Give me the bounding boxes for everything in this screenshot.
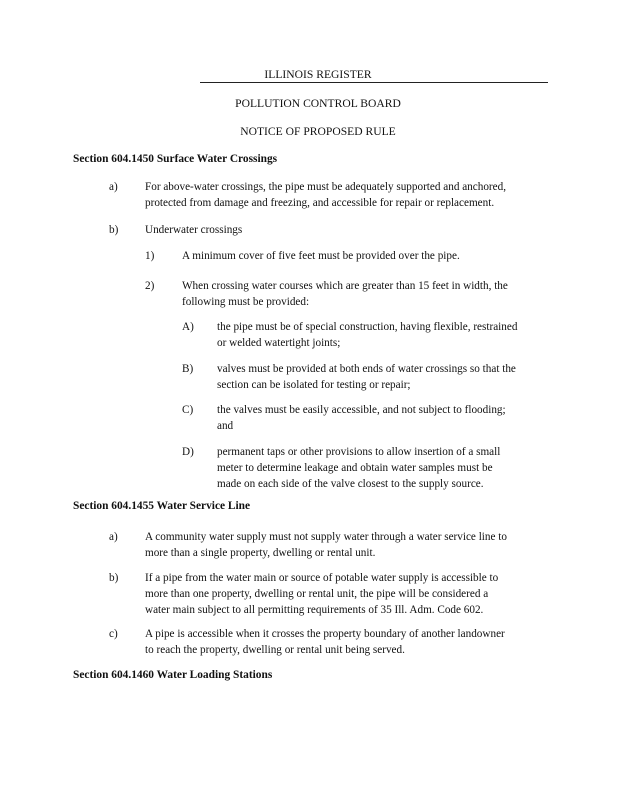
clause-label: D): [182, 446, 194, 458]
item-text: For above-water crossings, the pipe must be adequately supported and anchored, protected from damage and freezing, and accessible for repair or replacement.: [145, 181, 506, 209]
item-text: Underwater crossings: [145, 224, 243, 236]
item-text: A pipe is accessible when it crosses the property boundary of another landowner to reach the property, dwelling or rental unit being served.: [145, 628, 505, 656]
subitem-label: 1): [145, 250, 155, 262]
notice-title: NOTICE OF PROPOSED RULE: [240, 125, 396, 138]
section-heading: Section 604.1450 Surface Water Crossings: [73, 153, 278, 165]
section-heading: Section 604.1455 Water Service Line: [73, 500, 251, 512]
item-label: c): [109, 628, 118, 640]
clause-label: A): [182, 321, 194, 333]
clause-text: valves must be provided at both ends of water crossings so that the section can be isolated for testing or repair;: [217, 363, 516, 391]
clause-text: the valves must be easily accessible, and not subject to flooding; and: [217, 404, 506, 432]
item-text: If a pipe from the water main or source of potable water supply is accessible to more than one property, dwelling or rental unit, the pipe will be considered a water main subject to all permitting requirements of 35 Ill. Adm. Code 602.: [145, 572, 499, 616]
clause-label: C): [182, 404, 194, 416]
clause-text: the pipe must be of special construction, having flexible, restrained or welded watertight joints;: [217, 321, 518, 349]
subitem-text: A minimum cover of five feet must be provided over the pipe.: [182, 250, 460, 262]
register-title: ILLINOIS REGISTER: [264, 68, 372, 81]
section-heading: Section 604.1460 Water Loading Stations: [73, 669, 273, 681]
item-label: b): [109, 572, 119, 584]
header-rule: [200, 82, 548, 83]
clause-label: B): [182, 363, 194, 375]
item-label: b): [109, 224, 119, 236]
item-label: a): [109, 181, 118, 193]
subitem-label: 2): [145, 280, 155, 292]
clause-text: permanent taps or other provisions to allow insertion of a small meter to determine leakage and obtain water samples must be made on each side of the valve closest to the supply source.: [217, 446, 501, 490]
board-title: POLLUTION CONTROL BOARD: [235, 97, 401, 110]
item-text: A community water supply must not supply water through a water service line to more than a single property, dwelling or rental unit.: [145, 531, 507, 559]
subitem-text: When crossing water courses which are greater than 15 feet in width, the following must be provided:: [182, 280, 508, 308]
item-label: a): [109, 531, 118, 543]
